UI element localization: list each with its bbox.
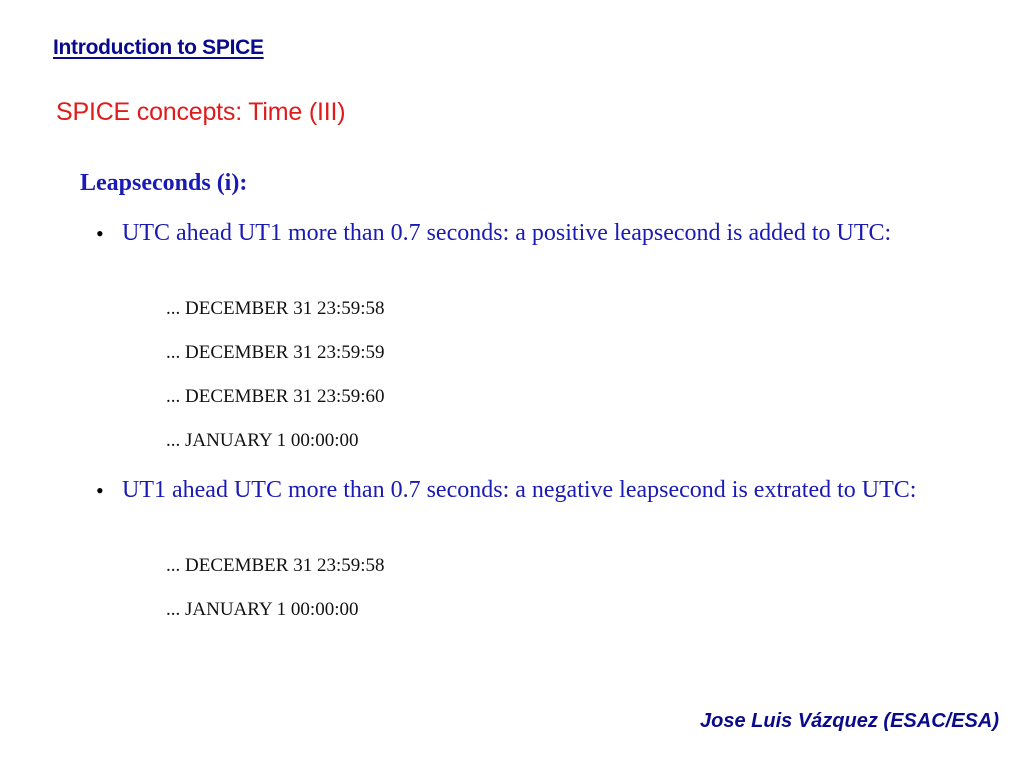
example-line: ... DECEMBER 31 23:59:58	[166, 298, 385, 319]
section-heading: Leapseconds (i):	[80, 170, 248, 196]
bullet-text: UT1 ahead UTC more than 0.7 seconds: a negative leapsecond is extrated to UTC:	[122, 477, 917, 503]
example-line: ... JANUARY 1 00:00:00	[166, 599, 359, 620]
example-line: ... DECEMBER 31 23:59:60	[166, 386, 385, 407]
header-link[interactable]: Introduction to SPICE	[53, 36, 264, 59]
example-line: ... DECEMBER 31 23:59:58	[166, 555, 385, 576]
bullet-item	[96, 218, 976, 249]
example-line: ... DECEMBER 31 23:59:59	[166, 342, 385, 363]
example-line: ... JANUARY 1 00:00:00	[166, 430, 359, 451]
bullet-item	[96, 475, 976, 506]
footer-author: Jose Luis Vázquez (ESAC/ESA)	[700, 710, 999, 732]
slide-title: SPICE concepts: Time (III)	[56, 98, 346, 126]
bullet-dot-icon: •	[96, 478, 104, 503]
bullet-text: UTC ahead UT1 more than 0.7 seconds: a positive leapsecond is added to UTC:	[122, 220, 892, 246]
bullet-dot-icon: •	[96, 221, 104, 246]
